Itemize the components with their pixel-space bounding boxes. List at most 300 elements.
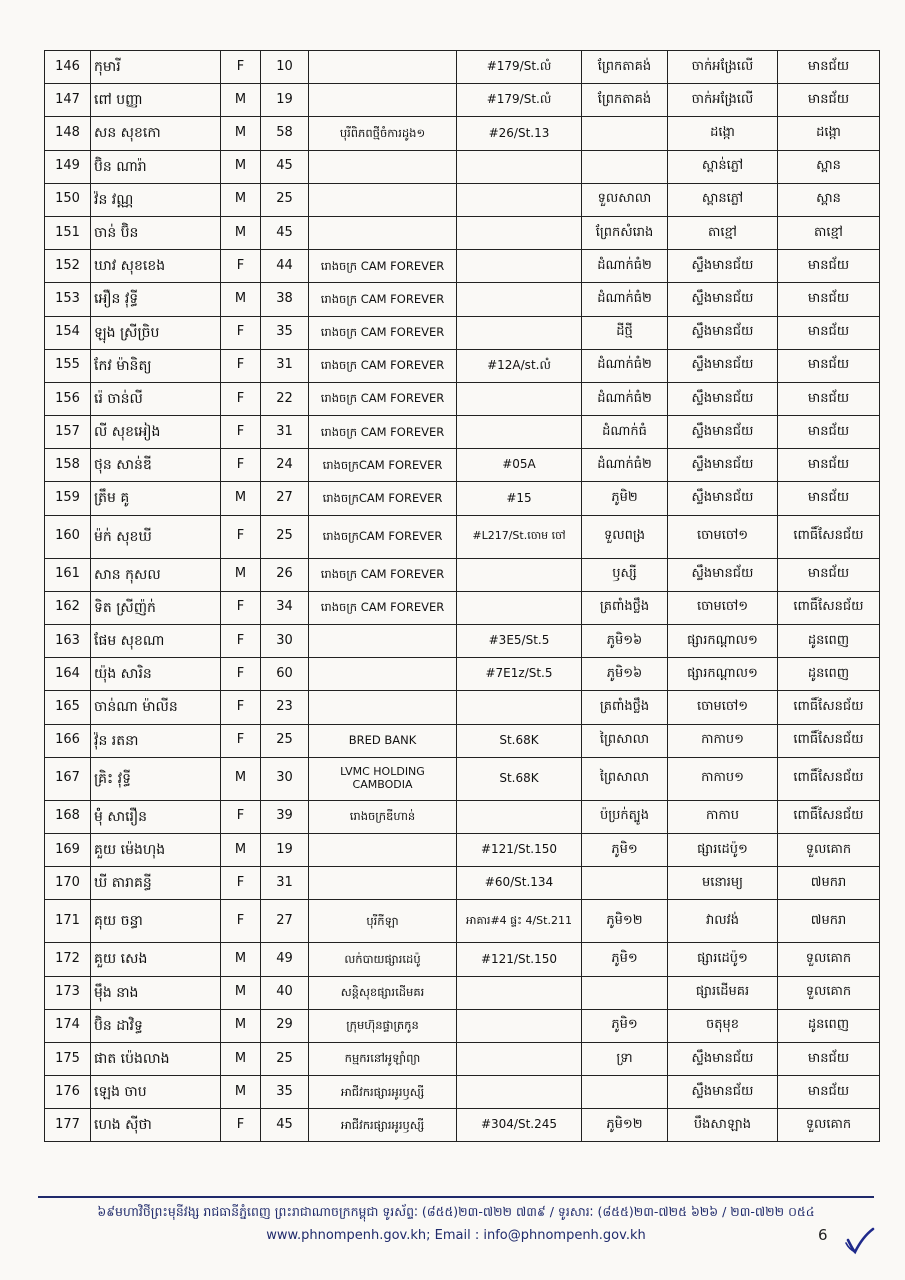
cell-sex: F [221,449,261,482]
cell-sex: F [221,316,261,349]
cell-sex: F [221,625,261,658]
cell-sex: F [221,800,261,833]
cell-age: 25 [261,1042,309,1075]
cell-workplace [309,867,457,900]
cell-age: 60 [261,658,309,691]
cell-sex: M [221,183,261,216]
cell-sex: M [221,976,261,1009]
check-mark-icon [842,1226,876,1256]
cell-house-street [457,183,582,216]
table-row [45,183,880,216]
cell-village: ប៉ប្រក់ត្បូង [582,800,668,833]
cell-district: មានជ័យ [778,51,880,84]
cell-sex: F [221,591,261,624]
cell-sex: M [221,150,261,183]
table-row [45,283,880,316]
cell-age: 45 [261,150,309,183]
cell-age: 31 [261,867,309,900]
cell-district: មានជ័យ [778,316,880,349]
cell-row-number: 155 [45,349,91,382]
table-row [45,976,880,1009]
cell-age: 19 [261,833,309,866]
cell-workplace: អាជីវករផ្សារអូរឫស្សី [309,1076,457,1109]
cell-sex: M [221,757,261,800]
cell-workplace [309,625,457,658]
cell-commune: ស្ទឹងមានជ័យ [668,316,778,349]
table-row [45,216,880,249]
cell-workplace: BRED BANK [309,724,457,757]
cell-age: 27 [261,900,309,943]
cell-commune: មនោរម្យ [668,867,778,900]
cell-workplace: រោងចក្រឌីហាន់ [309,800,457,833]
cell-person-name: ម៉ក់ សុខឃី [91,515,221,558]
cell-row-number: 165 [45,691,91,724]
cell-house-street: #7E1z/St.5 [457,658,582,691]
cell-row-number: 163 [45,625,91,658]
cell-district: ពោធិ៍សែនជ័យ [778,591,880,624]
cell-commune: ផ្សារដេប៉ូ១ [668,943,778,976]
cell-district: ដូនពេញ [778,625,880,658]
cell-commune: ស្ទឹងមានជ័យ [668,349,778,382]
cell-house-street: #12A/st.លំ [457,349,582,382]
cell-sex: M [221,1009,261,1042]
cell-house-street: អាគារ#4 ផ្ទះ 4/St.211 [457,900,582,943]
cell-district: មានជ័យ [778,84,880,117]
cell-house-street [457,1009,582,1042]
cell-district: ពោធិ៍សែនជ័យ [778,724,880,757]
cell-person-name: ឃី តារាគន្ធី [91,867,221,900]
table-row [45,724,880,757]
cell-district: ទួលគោក [778,833,880,866]
cell-house-street [457,382,582,415]
cell-age: 45 [261,1109,309,1142]
cell-commune: ផ្សារកណ្ដាល១ [668,658,778,691]
cell-house-street: #121/St.150 [457,833,582,866]
cell-workplace [309,183,457,216]
cell-age: 35 [261,316,309,349]
cell-commune: ស្ទឹងមានជ័យ [668,1042,778,1075]
cell-district: ដូនពេញ [778,1009,880,1042]
cell-commune: ស្ទឹងមានជ័យ [668,449,778,482]
cell-row-number: 168 [45,800,91,833]
cell-age: 25 [261,183,309,216]
cell-commune: ផ្សារដេប៉ូ១ [668,833,778,866]
table-row [45,691,880,724]
cell-workplace [309,150,457,183]
cell-age: 31 [261,416,309,449]
cell-house-street: #15 [457,482,582,515]
cell-commune: ផ្សារដើមគរ [668,976,778,1009]
cell-district: មានជ័យ [778,449,880,482]
cell-commune: ស្ទឹងមានជ័យ [668,482,778,515]
cell-workplace: រោងចក្រ CAM FOREVER [309,382,457,415]
cell-row-number: 161 [45,558,91,591]
cell-workplace [309,216,457,249]
cell-village: ឫស្សី [582,558,668,591]
cell-village: ភូមិ១២ [582,1109,668,1142]
table-row [45,515,880,558]
cell-row-number: 147 [45,84,91,117]
cell-workplace: កម្មករនៅអូឡាំព្យា [309,1042,457,1075]
cell-house-street [457,216,582,249]
cell-row-number: 156 [45,382,91,415]
table-row [45,591,880,624]
cell-row-number: 159 [45,482,91,515]
cell-district: ពោធិ៍សែនជ័យ [778,800,880,833]
cell-district: មានជ័យ [778,250,880,283]
cell-district: ពោធិ៍សែនជ័យ [778,515,880,558]
cell-house-street: #L217/St.ចោម ចៅ [457,515,582,558]
cell-row-number: 172 [45,943,91,976]
cell-house-street [457,800,582,833]
cell-village: ភូមិ១ [582,943,668,976]
cell-age: 49 [261,943,309,976]
cell-person-name: សន សុខកោ [91,117,221,150]
cell-age: 39 [261,800,309,833]
cell-sex: F [221,515,261,558]
cell-age: 40 [261,976,309,1009]
cell-row-number: 177 [45,1109,91,1142]
cell-age: 45 [261,216,309,249]
cell-row-number: 148 [45,117,91,150]
cell-village: ដំណាក់ធំ២ [582,349,668,382]
cell-workplace: រោងចក្រ CAM FOREVER [309,416,457,449]
cell-row-number: 146 [45,51,91,84]
table-row [45,349,880,382]
cell-commune: ស្ទឹងមានជ័យ [668,416,778,449]
cell-commune: ស្ទឹងមានជ័យ [668,382,778,415]
registry-table [44,50,880,1142]
table-row [45,800,880,833]
cell-row-number: 170 [45,867,91,900]
cell-age: 58 [261,117,309,150]
cell-village: ភូមិ១៦ [582,658,668,691]
table-row [45,449,880,482]
cell-village: ដំណាក់ធំ [582,416,668,449]
cell-sex: F [221,724,261,757]
cell-row-number: 173 [45,976,91,1009]
cell-person-name: ចាន់ណា ម៉ាលីន [91,691,221,724]
cell-workplace: ក្រុមហ៊ុនផ្ទាត្រកូន [309,1009,457,1042]
cell-district: ដូនពេញ [778,658,880,691]
table-row [45,558,880,591]
cell-village: ភូមិ១៦ [582,625,668,658]
cell-sex: F [221,867,261,900]
footer-divider [38,1196,874,1198]
cell-house-street [457,1076,582,1109]
table-row [45,757,880,800]
cell-village: ភូមិ១ [582,1009,668,1042]
cell-age: 24 [261,449,309,482]
cell-age: 44 [261,250,309,283]
cell-village: ដីថ្មី [582,316,668,349]
cell-village: ទួលពង្រ [582,515,668,558]
cell-person-name: គ្រិះ វុទ្ធី [91,757,221,800]
cell-workplace: បុរីកីឡា [309,900,457,943]
cell-house-street: #179/St.លំ [457,51,582,84]
cell-district: មានជ័យ [778,1042,880,1075]
cell-row-number: 171 [45,900,91,943]
cell-age: 34 [261,591,309,624]
cell-person-name: ផាត ប៉េងលាង [91,1042,221,1075]
cell-house-street [457,150,582,183]
cell-commune: បឹងសាឡាង [668,1109,778,1142]
cell-row-number: 174 [45,1009,91,1042]
cell-age: 35 [261,1076,309,1109]
cell-row-number: 149 [45,150,91,183]
cell-house-street [457,591,582,624]
cell-sex: F [221,1109,261,1142]
cell-commune: ចោមចៅ១ [668,691,778,724]
cell-workplace: រោងចក្រCAM FOREVER [309,515,457,558]
cell-age: 38 [261,283,309,316]
cell-row-number: 153 [45,283,91,316]
cell-person-name: ម៉ឹង នាង [91,976,221,1009]
cell-house-street: St.68K [457,724,582,757]
cell-house-street: #179/St.លំ [457,84,582,117]
table-row [45,382,880,415]
cell-commune: កាកាប១ [668,757,778,800]
cell-district: ស្ពាន [778,150,880,183]
cell-sex: M [221,283,261,316]
cell-person-name: ត្រឹម គូ [91,482,221,515]
cell-person-name: ឡេង ចាប [91,1076,221,1109]
cell-house-street: #60/St.134 [457,867,582,900]
cell-age: 26 [261,558,309,591]
cell-commune: ស្ពាន់ភ្លៅ [668,150,778,183]
cell-person-name: យ៉ុង សារិន [91,658,221,691]
cell-sex: F [221,416,261,449]
cell-village: ភូមិ២ [582,482,668,515]
footer-contact: www.phnompenh.gov.kh; Email : info@phnompenh.gov.kh [266,1228,646,1243]
cell-row-number: 157 [45,416,91,449]
cell-workplace [309,84,457,117]
cell-row-number: 166 [45,724,91,757]
cell-sex: M [221,943,261,976]
cell-district: មានជ័យ [778,1076,880,1109]
cell-workplace: រោងចក្រ CAM FOREVER [309,316,457,349]
table-row [45,867,880,900]
cell-house-street [457,416,582,449]
cell-workplace: បុរីពិភពថ្មីចំការដូង១ [309,117,457,150]
cell-row-number: 167 [45,757,91,800]
cell-district: មានជ័យ [778,482,880,515]
cell-workplace: LVMC HOLDING CAMBODIA [309,757,457,800]
cell-village: ដំណាក់ធំ២ [582,283,668,316]
cell-person-name: គុយ ចន្ធា [91,900,221,943]
cell-house-street: #121/St.150 [457,943,582,976]
cell-house-street [457,316,582,349]
cell-age: 29 [261,1009,309,1042]
cell-house-street: #304/St.245 [457,1109,582,1142]
cell-district: ពោធិ៍សែនជ័យ [778,757,880,800]
cell-person-name: កែវ ម៉ានិត្យ [91,349,221,382]
cell-person-name: ប៊ិន ណារ៉ា [91,150,221,183]
cell-commune: ស្ពានភ្លៅ [668,183,778,216]
cell-commune: កាកាប១ [668,724,778,757]
cell-district: ៧មករា [778,900,880,943]
cell-district: ទួលគោក [778,976,880,1009]
table-row [45,416,880,449]
cell-village [582,117,668,150]
cell-person-name: លី សុខអៀង [91,416,221,449]
cell-person-name: សាន កុសល [91,558,221,591]
table-row [45,833,880,866]
cell-workplace: រោងចក្រCAM FOREVER [309,482,457,515]
cell-row-number: 164 [45,658,91,691]
cell-district: ពោធិ៍សែនជ័យ [778,691,880,724]
cell-commune: ដង្កោ [668,117,778,150]
cell-house-street [457,283,582,316]
cell-person-name: វ៉ន វណ្ណ [91,183,221,216]
cell-age: 10 [261,51,309,84]
cell-sex: F [221,382,261,415]
cell-person-name: ឃាវ សុខខេង [91,250,221,283]
cell-row-number: 176 [45,1076,91,1109]
cell-district: មានជ័យ [778,558,880,591]
cell-sex: F [221,349,261,382]
cell-house-street [457,691,582,724]
cell-commune: ចាក់អង្រែលើ [668,51,778,84]
cell-village: ភូមិ១២ [582,900,668,943]
cell-sex: F [221,51,261,84]
cell-row-number: 152 [45,250,91,283]
cell-district: មានជ័យ [778,283,880,316]
cell-house-street: St.68K [457,757,582,800]
cell-commune: តាខ្មៅ [668,216,778,249]
cell-commune: ស្ទឹងមានជ័យ [668,250,778,283]
cell-workplace: រោងចក្រ CAM FOREVER [309,349,457,382]
cell-village: ត្រពាំងថ្លឹង [582,691,668,724]
cell-person-name: វ៉ុន រតនា [91,724,221,757]
cell-village: ដំណាក់ធំ២ [582,382,668,415]
cell-person-name: ហេង ស៊ីថា [91,1109,221,1142]
cell-workplace: រោងចក្រ CAM FOREVER [309,250,457,283]
cell-house-street: #26/St.13 [457,117,582,150]
cell-sex: F [221,691,261,724]
cell-workplace [309,51,457,84]
cell-commune: ចោមចៅ១ [668,591,778,624]
cell-district: មានជ័យ [778,349,880,382]
cell-village [582,150,668,183]
cell-village: ទួលសាលា [582,183,668,216]
cell-sex: M [221,482,261,515]
cell-person-name: ម៉ុំ សារឿន [91,800,221,833]
cell-sex: M [221,84,261,117]
table-row [45,51,880,84]
table-row [45,150,880,183]
cell-commune: ចតុមុខ [668,1009,778,1042]
cell-house-street [457,976,582,1009]
cell-row-number: 158 [45,449,91,482]
table-row [45,316,880,349]
cell-house-street: #3E5/St.5 [457,625,582,658]
cell-commune: ស្ទឹងមានជ័យ [668,1076,778,1109]
cell-district: មានជ័យ [778,382,880,415]
cell-commune: វាលវង់ [668,900,778,943]
cell-workplace: រោងចក្រ CAM FOREVER [309,591,457,624]
table-row [45,1009,880,1042]
cell-person-name: ឡុង ស្រីច្រិប [91,316,221,349]
cell-person-name: អឿន វុទ្ធី [91,283,221,316]
cell-sex: M [221,216,261,249]
table-row [45,1042,880,1075]
cell-village [582,1076,668,1109]
cell-person-name: ទិត ស្រីញ៉ក់ [91,591,221,624]
cell-row-number: 150 [45,183,91,216]
table-row [45,482,880,515]
cell-commune: ស្ទឹងមានជ័យ [668,283,778,316]
cell-row-number: 162 [45,591,91,624]
table-row [45,84,880,117]
cell-sex: M [221,117,261,150]
cell-age: 22 [261,382,309,415]
cell-person-name: ប៊ិន ដាវិទ្ធ [91,1009,221,1042]
table-row [45,1109,880,1142]
cell-village: ព្រែកសំរោង [582,216,668,249]
page-number: 6 [818,1226,828,1244]
table-row [45,900,880,943]
cell-house-street [457,250,582,283]
cell-age: 31 [261,349,309,382]
cell-person-name: ពៅ បញ្ញា [91,84,221,117]
cell-age: 19 [261,84,309,117]
cell-row-number: 169 [45,833,91,866]
cell-person-name: ថុន សាន់ឌី [91,449,221,482]
cell-district: ដង្កោ [778,117,880,150]
cell-district: ទួលគោក [778,1109,880,1142]
cell-workplace [309,833,457,866]
cell-district: ស្ពាន [778,183,880,216]
cell-age: 25 [261,515,309,558]
cell-village: ដំណាក់ធំ២ [582,250,668,283]
cell-sex: M [221,1042,261,1075]
cell-row-number: 160 [45,515,91,558]
cell-workplace: រោងចក្រCAM FOREVER [309,449,457,482]
table-row [45,1076,880,1109]
cell-commune: ចោមចៅ១ [668,515,778,558]
cell-workplace [309,691,457,724]
cell-sex: M [221,558,261,591]
table-row [45,658,880,691]
cell-district: ទួលគោក [778,943,880,976]
cell-district: តាខ្មៅ [778,216,880,249]
cell-workplace: លក់បាយផ្សារដេប៉ូ [309,943,457,976]
footer-address: ៦៩មហាវិថីព្រះមុនីវង្ស រាជធានីភ្នំពេញ ព្រះរាជាណាចក្រកម្ពុជា ទូរស័ព្ទៈ (៨៥៥)២៣-៧២២ ៧៣៩ / ទូរសារៈ (៨៥៥)២៣-៧២៥ ៦២៦ / ២៣-៧២២ ០៥៤ [97,1204,815,1219]
cell-house-street: #05A [457,449,582,482]
cell-person-name: កុមារី [91,51,221,84]
cell-sex: F [221,658,261,691]
cell-person-name: គួយ ម៉េងហុង [91,833,221,866]
table-row [45,625,880,658]
cell-age: 23 [261,691,309,724]
cell-village: ព្រៃសាលា [582,757,668,800]
cell-village: ត្រពាំងថ្លឹង [582,591,668,624]
cell-row-number: 175 [45,1042,91,1075]
cell-sex: M [221,1076,261,1109]
cell-age: 30 [261,625,309,658]
cell-village: ព្រែកតាគង់ [582,84,668,117]
cell-person-name: គួយ សេង [91,943,221,976]
cell-house-street [457,1042,582,1075]
table-row [45,250,880,283]
cell-person-name: រ៉េ ចាន់លី [91,382,221,415]
table-row [45,117,880,150]
cell-person-name: ចាន់ ប៊ិន [91,216,221,249]
cell-village [582,976,668,1009]
cell-commune: ផ្សារកណ្ដាល១ [668,625,778,658]
cell-commune: ស្ទឹងមានជ័យ [668,558,778,591]
